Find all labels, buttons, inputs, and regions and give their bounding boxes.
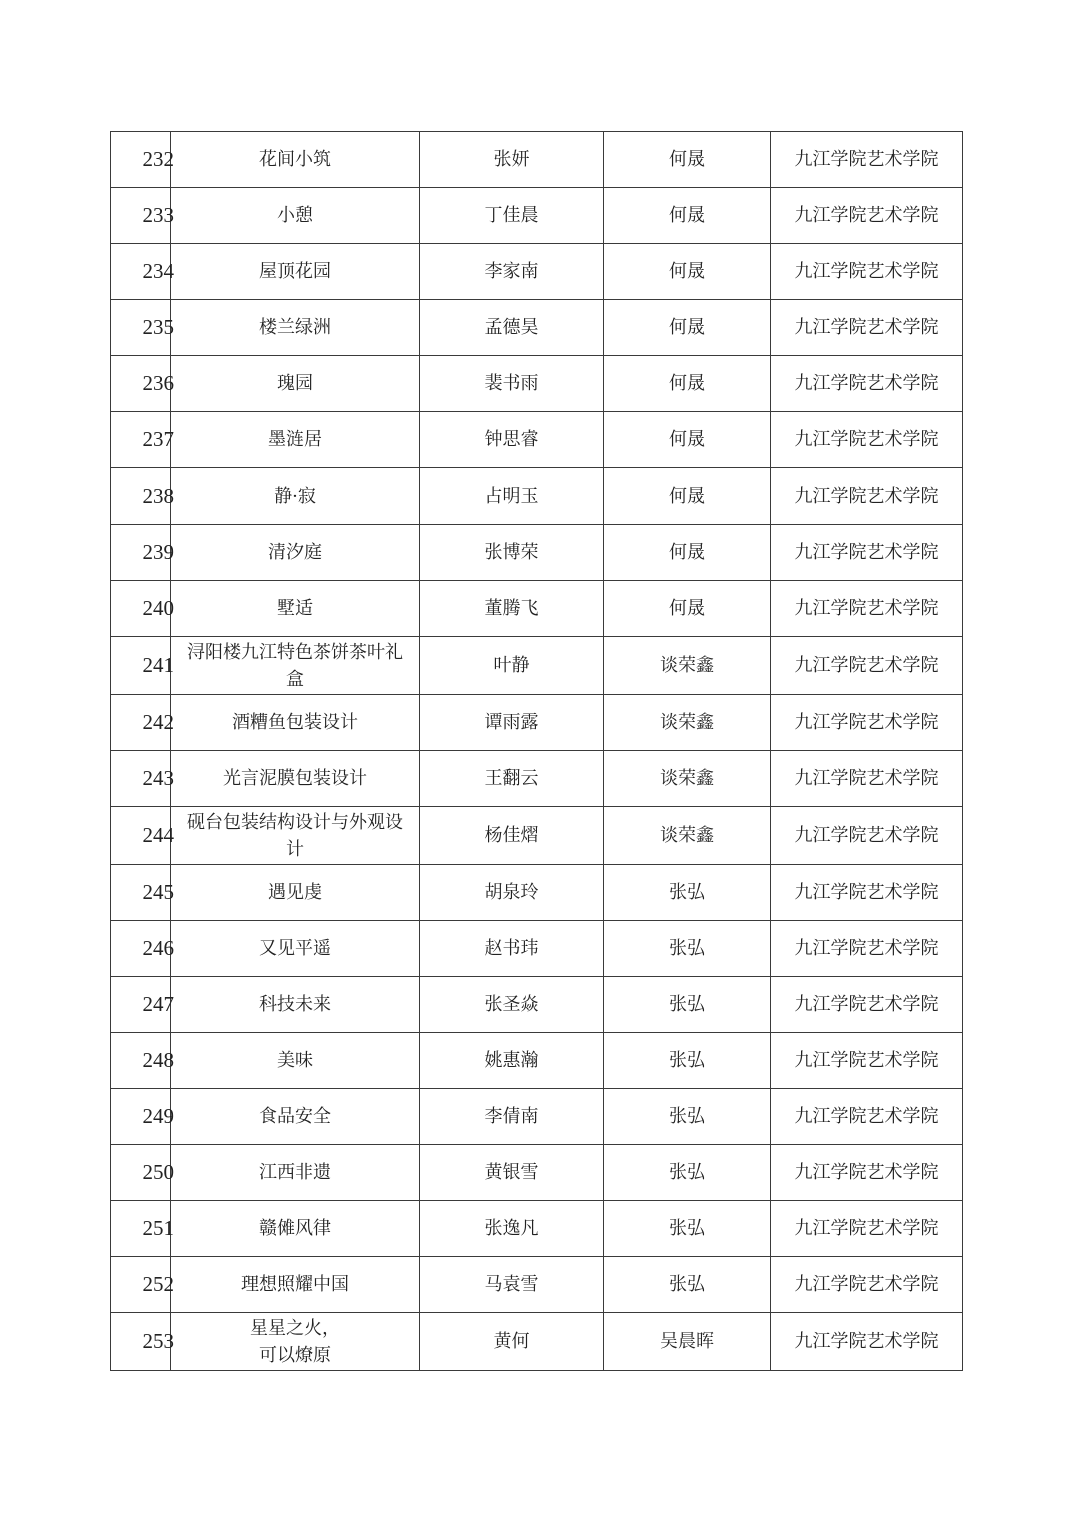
school-cell: 九江学院艺术学院	[771, 1145, 963, 1201]
work-title-cell: 星星之火， 可以燎原	[171, 1313, 420, 1371]
table-row	[111, 525, 963, 581]
school-cell: 九江学院艺术学院	[771, 637, 963, 695]
author-cell: 黄银雪	[420, 1145, 604, 1201]
author-cell: 赵书玮	[420, 921, 604, 977]
entry-number: 243	[142, 766, 174, 790]
table-row	[111, 1033, 963, 1089]
entry-number-cell	[111, 1257, 174, 1313]
work-title-cell: 楼兰绿洲	[171, 300, 420, 356]
entries-table-body	[111, 132, 963, 1371]
advisor-cell: 谈荣鑫	[604, 695, 771, 751]
entry-number: 246	[142, 936, 174, 960]
work-title-cell: 遇见虔	[171, 865, 420, 921]
work-title-cell: 砚台包装结构设计与外观设计	[171, 807, 420, 865]
school-cell: 九江学院艺术学院	[771, 300, 963, 356]
entry-number: 238	[142, 483, 174, 508]
entry-number: 233	[142, 203, 174, 227]
entry-number-cell	[111, 637, 174, 695]
school-cell: 九江学院艺术学院	[771, 581, 963, 637]
table-row	[111, 581, 963, 637]
entry-number-cell	[111, 921, 174, 977]
school-cell: 九江学院艺术学院	[771, 1313, 963, 1371]
advisor-cell: 张弘	[604, 977, 771, 1033]
work-title-cell: 酒糟鱼包装设计	[171, 695, 420, 751]
table-row	[111, 1313, 963, 1371]
table-row	[111, 977, 963, 1033]
school-cell: 九江学院艺术学院	[771, 1089, 963, 1145]
school-cell: 九江学院艺术学院	[771, 695, 963, 751]
advisor-cell: 张弘	[604, 865, 771, 921]
author-cell: 董腾飞	[420, 581, 604, 637]
table-row	[111, 300, 963, 356]
work-title-cell: 美味	[171, 1033, 420, 1089]
school-cell: 九江学院艺术学院	[771, 977, 963, 1033]
work-title-cell: 理想照耀中国	[171, 1257, 420, 1313]
school-cell: 九江学院艺术学院	[771, 356, 963, 412]
entry-number-cell	[111, 751, 174, 807]
author-cell: 丁佳晨	[420, 188, 604, 244]
entry-number-cell	[111, 865, 174, 921]
work-title-cell: 江西非遗	[171, 1145, 420, 1201]
entry-number-cell	[111, 356, 174, 412]
table-row	[111, 637, 963, 695]
school-cell: 九江学院艺术学院	[771, 921, 963, 977]
entry-number-cell	[111, 977, 174, 1033]
work-title-cell: 小憩	[171, 188, 420, 244]
entry-number: 253	[142, 1329, 174, 1353]
work-title-cell: 屋顶花园	[171, 244, 420, 300]
table-row	[111, 412, 963, 468]
table-row	[111, 865, 963, 921]
advisor-cell: 何晟	[604, 581, 771, 637]
school-cell: 九江学院艺术学院	[771, 412, 963, 468]
entry-number: 237	[142, 427, 174, 451]
work-title-cell: 光言泥膜包装设计	[171, 751, 420, 807]
entry-number: 239	[142, 540, 174, 564]
advisor-cell: 吴晨晖	[604, 1313, 771, 1371]
author-cell: 姚惠瀚	[420, 1033, 604, 1089]
school-cell: 九江学院艺术学院	[771, 807, 963, 865]
entry-number-cell	[111, 412, 174, 468]
school-cell: 九江学院艺术学院	[771, 525, 963, 581]
entry-number: 240	[142, 596, 174, 620]
advisor-cell: 张弘	[604, 1201, 771, 1257]
entry-number: 252	[142, 1272, 174, 1296]
author-cell: 杨佳熠	[420, 807, 604, 865]
entry-number: 248	[142, 1048, 174, 1072]
table-row	[111, 1089, 963, 1145]
advisor-cell: 张弘	[604, 1145, 771, 1201]
table-row	[111, 468, 963, 525]
work-title-cell: 科技未来	[171, 977, 420, 1033]
school-cell: 九江学院艺术学院	[771, 1257, 963, 1313]
school-cell: 九江学院艺术学院	[771, 865, 963, 921]
entry-number: 235	[142, 315, 174, 339]
entry-number-cell	[111, 695, 174, 751]
entry-number: 249	[142, 1104, 174, 1128]
school-cell: 九江学院艺术学院	[771, 1201, 963, 1257]
author-cell: 王翻云	[420, 751, 604, 807]
table-row	[111, 1257, 963, 1313]
advisor-cell: 何晟	[604, 300, 771, 356]
author-cell: 裴书雨	[420, 356, 604, 412]
advisor-cell: 何晟	[604, 188, 771, 244]
author-cell: 张博荣	[420, 525, 604, 581]
author-cell: 孟德昊	[420, 300, 604, 356]
author-cell: 胡泉玲	[420, 865, 604, 921]
entry-number-cell	[111, 807, 174, 865]
author-cell: 李倩南	[420, 1089, 604, 1145]
entry-number-cell	[111, 300, 174, 356]
author-cell: 叶静	[420, 637, 604, 695]
school-cell: 九江学院艺术学院	[771, 132, 963, 188]
author-cell: 张圣焱	[420, 977, 604, 1033]
school-cell: 九江学院艺术学院	[771, 244, 963, 300]
table-row	[111, 921, 963, 977]
entry-number: 244	[142, 823, 174, 847]
author-cell: 黄何	[420, 1313, 604, 1371]
entry-number: 251	[142, 1216, 174, 1240]
author-cell: 马袁雪	[420, 1257, 604, 1313]
entry-number: 242	[142, 710, 174, 734]
author-cell: 占明玉	[420, 468, 604, 525]
work-title-cell: 赣傩风律	[171, 1201, 420, 1257]
advisor-cell: 何晟	[604, 356, 771, 412]
work-title-cell: 又见平遥	[171, 921, 420, 977]
work-title-cell: 瑰园	[171, 356, 420, 412]
advisor-cell: 谈荣鑫	[604, 637, 771, 695]
author-cell: 张妍	[420, 132, 604, 188]
entry-number-cell	[111, 581, 174, 637]
table-row	[111, 132, 963, 188]
table-row	[111, 244, 963, 300]
author-cell: 张逸凡	[420, 1201, 604, 1257]
table-row	[111, 188, 963, 244]
author-cell: 谭雨露	[420, 695, 604, 751]
entry-number-cell	[111, 132, 174, 188]
table-row	[111, 356, 963, 412]
table-row	[111, 807, 963, 865]
table-row	[111, 751, 963, 807]
entry-number-cell	[111, 1033, 174, 1089]
entry-number: 236	[142, 371, 174, 395]
school-cell: 九江学院艺术学院	[771, 468, 963, 525]
author-cell: 钟思睿	[420, 412, 604, 468]
entry-number: 247	[142, 992, 174, 1016]
advisor-cell: 张弘	[604, 1089, 771, 1145]
work-title-cell: 墅适	[171, 581, 420, 637]
advisor-cell: 何晟	[604, 244, 771, 300]
work-title-cell: 花间小筑	[171, 132, 420, 188]
work-title-cell: 食品安全	[171, 1089, 420, 1145]
entry-number: 234	[142, 259, 174, 283]
table-row	[111, 1201, 963, 1257]
advisor-cell: 何晟	[604, 525, 771, 581]
advisor-cell: 张弘	[604, 921, 771, 977]
work-title-cell: 清汐庭	[171, 525, 420, 581]
advisor-cell: 何晟	[604, 132, 771, 188]
advisor-cell: 谈荣鑫	[604, 751, 771, 807]
entry-number-cell	[111, 1145, 174, 1201]
entry-number: 232	[142, 147, 174, 171]
entry-number-cell	[111, 1089, 174, 1145]
work-title-cell: 静·寂	[171, 468, 420, 525]
school-cell: 九江学院艺术学院	[771, 751, 963, 807]
entry-number-cell	[111, 1313, 174, 1371]
entry-number: 241	[142, 653, 174, 677]
entry-number: 245	[142, 880, 174, 904]
advisor-cell: 张弘	[604, 1033, 771, 1089]
school-cell: 九江学院艺术学院	[771, 1033, 963, 1089]
entry-number-cell	[111, 525, 174, 581]
entries-table	[110, 131, 963, 1371]
entry-number-cell	[111, 244, 174, 300]
work-title-cell: 浔阳楼九江特色茶饼茶叶礼盒	[171, 637, 420, 695]
entry-number-cell	[111, 1201, 174, 1257]
entry-number: 250	[142, 1160, 174, 1184]
advisor-cell: 谈荣鑫	[604, 807, 771, 865]
table-row	[111, 695, 963, 751]
advisor-cell: 何晟	[604, 412, 771, 468]
advisor-cell: 何晟	[604, 468, 771, 525]
advisor-cell: 张弘	[604, 1257, 771, 1313]
table-row	[111, 1145, 963, 1201]
school-cell: 九江学院艺术学院	[771, 188, 963, 244]
author-cell: 李家南	[420, 244, 604, 300]
work-title-cell: 墨涟居	[171, 412, 420, 468]
entry-number-cell	[111, 468, 174, 525]
entry-number-cell	[111, 188, 174, 244]
